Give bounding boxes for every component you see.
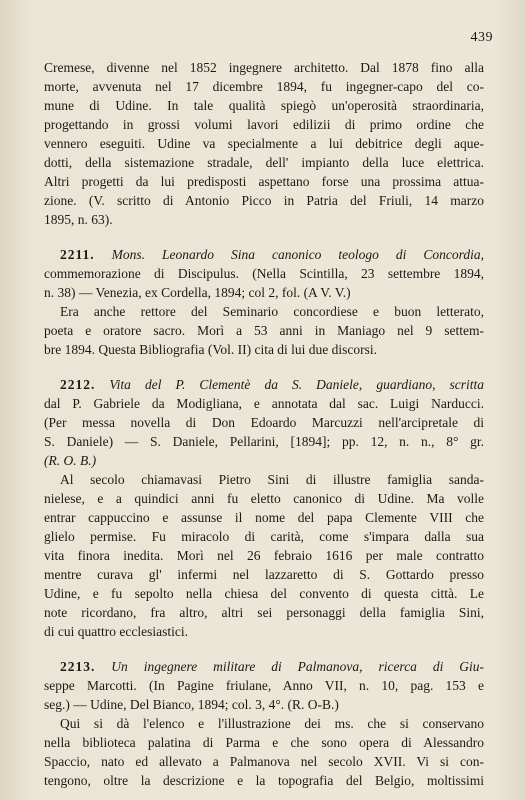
entry-continuation: [44, 58, 484, 229]
note-line: Qui si dà l'elenco e l'illustrazione dei ms. che si conservano: [60, 716, 484, 731]
page-number: 439: [470, 30, 493, 45]
entry-header-line: seppe Marcotti. (In Pagine friulane, Anno VII, n. 10, pag. 153 e: [44, 678, 484, 693]
entry-header-line: seg.) — Udine, Del Bianco, 1894; col. 3, 4°. (R. O-B.): [44, 697, 339, 712]
entry-header-line: [44, 245, 484, 264]
entry-header-line: [44, 451, 484, 470]
entry-2211: [44, 245, 484, 359]
entry-header-line: dal P. Gabriele da Modigliana, e annotata dal sac. Luigi Narducci.: [44, 396, 484, 411]
note-line: glielo permise. Fu miracolo di carità, come s'impara dalla sua: [44, 529, 484, 544]
text-line: dotti, della sistemazione stradale, dell' impianto della luce elettrica.: [44, 155, 484, 170]
note-line: Al secolo chiamavasi Pietro Sini di illustre famiglia sanda-: [60, 472, 484, 487]
entry-header-line: [44, 375, 484, 394]
entry-title: Mons. Leonardo Sina canonico teologo di Concordia,: [111, 247, 484, 262]
note-line: poeta e oratore sacro. Morì a 53 anni in Maniago nel 9 settem-: [44, 323, 484, 338]
note-line: nella biblioteca palatina di Parma e che sono opera di Alessandro: [44, 735, 484, 750]
note-line: mentre curava gl' infermi nel lazzaretto di S. Gottardo presso: [44, 567, 484, 582]
entry-header-line: [44, 657, 484, 676]
text-line: mune di Udine. In tale qualità spiegò un'operosità straordinaria,: [44, 98, 484, 113]
text-line: 1895, n. 63).: [44, 212, 113, 227]
entry-number: 2212.: [60, 377, 96, 392]
text-line: vennero eseguiti. Udine va specialmente a lui debitrice degli aque-: [44, 136, 484, 151]
note-line: Spaccio, nato ed allevato a Palmanova nel secolo XVII. Vi si con-: [44, 754, 484, 769]
note-line: Udine, e fu sepolto nella chiesa del convento di questa città. Le: [44, 586, 484, 601]
entry-2212: [44, 375, 484, 641]
entry-header-line: (Per messa novella di Don Edoardo Marcuzzi nell'arcipretale di: [44, 415, 484, 430]
entry-header-line: commemorazione di Discipulus. (Nella Scintilla, 23 settembre 1894,: [44, 266, 484, 281]
note-line: nielese, e a quindici anni fu eletto canonico di Udine. Ma volle: [44, 491, 484, 506]
note-line: entrar cappuccino e assunse il nome del papa Clemente VIII che: [44, 510, 484, 525]
entry-header-line: n. 38) — Venezia, ex Cordella, 1894; col 2, fol. (A V. V.): [44, 285, 351, 300]
entry-source-code: (R. O. B.): [44, 453, 97, 468]
text-line: Cremese, divenne nel 1852 ingegnere architetto. Dal 1878 fino alla: [44, 60, 484, 75]
entry-title: Un ingegnere militare di Palmanova, ricerca di Giu-: [111, 659, 485, 674]
note-line: tengono, oltre la descrizione e la topografia del Belgio, moltissimi: [44, 773, 484, 788]
entry-number: 2213.: [60, 659, 96, 674]
note-line: note ricordano, fra altro, altri sei personaggi della famiglia Sini,: [44, 605, 484, 620]
text-line: morte, avvenuta nel 17 dicembre 1894, fu ingegner-capo del co-: [44, 79, 484, 94]
text-line: Altri progetti da lui predisposti aspettano forse una prossima attua-: [44, 174, 484, 189]
text-line: progettando in grossi volumi lavori edilizii di primo ordine che: [44, 117, 484, 132]
entry-title: Vita del P. Clementè da S. Daniele, guardiano, scritta: [109, 377, 484, 392]
page-body: [44, 58, 484, 790]
entry-2213: [44, 657, 484, 790]
entry-number: 2211.: [60, 247, 95, 262]
note-line: Era anche rettore del Seminario concordiese e buon letterato,: [60, 304, 484, 319]
note-line: bre 1894. Questa Bibliografia (Vol. II) cita di lui due discorsi.: [44, 342, 378, 357]
text-line: zione. (V. scritto di Antonio Picco in Patria del Friuli, 14 marzo: [44, 193, 484, 208]
note-line: di cui quattro ecclesiastici.: [44, 624, 188, 639]
note-line: vita finora inedita. Morì nel 26 febraio 1616 per male contratto: [44, 548, 484, 563]
entry-header-line: S. Daniele) — S. Daniele, Pellarini, [1894]; pp. 12, n. n., 8° gr.: [44, 434, 484, 449]
